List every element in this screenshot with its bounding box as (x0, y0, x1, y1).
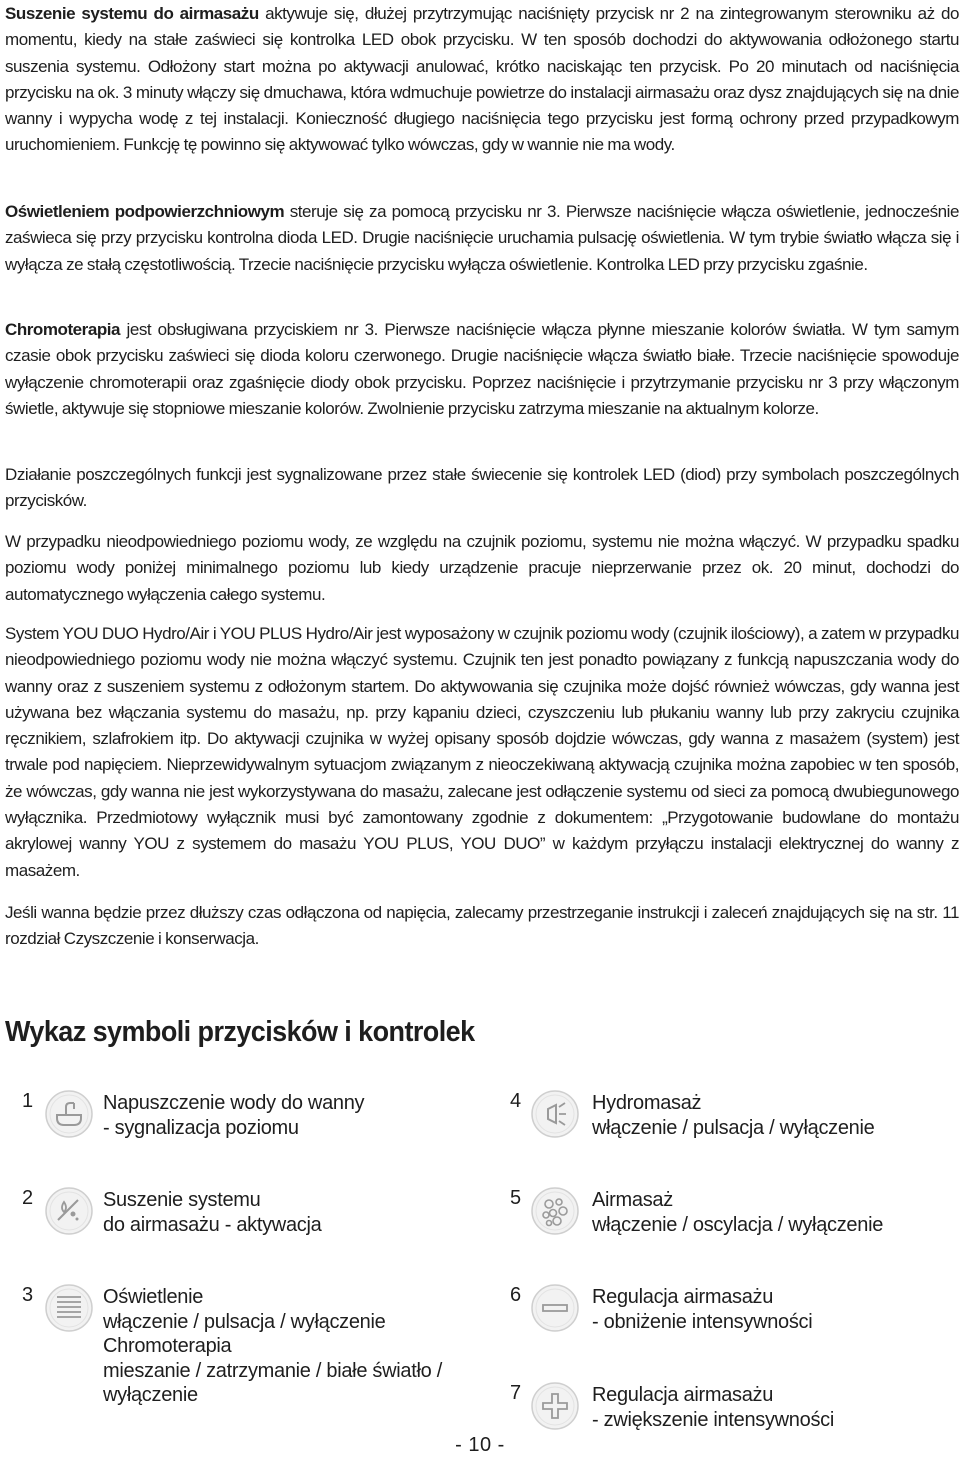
light-icon (44, 1283, 94, 1333)
bathtub-fill-icon (44, 1089, 94, 1139)
paragraph-chromotherapy: Chromoterapia jest obsługiwana przyciskiem nr 3. Pierwsze naciśnięcie włącza płynne mieszanie kolorów światła. W tym samym czasie obok przycisku zaświeci się dioda koloru czerwonego. Drugie naciśnięcie włącza światło białe. Trzecie naciśnięcie spowoduje wyłączenie chromoterapii oraz zgaśnięcie diody obok przycisku. Poprzez naciśnięcie i przytrzymanie przycisku nr 3 przy włączonym świetle, aktywuje się stopniowe mieszanie kolorów. Zwolnienie przycisku zatrzyma mieszanie na aktualnym kolorze. (5, 320, 959, 418)
hydromassage-jet-icon (530, 1089, 580, 1139)
drying-icon (44, 1186, 94, 1236)
paragraph-lighting: Oświetleniem podpowierzchniowym steruje się za pomocą przycisku nr 3. Pierwsze naciśnięcie włącza oświetlenie, jednocześnie zaświeca się przy przycisku kontrolna dioda LED. Drugie naciśnięcie uruchamia pulsację oświetlenia. W tym trybie światło włącza się i wyłącza ze stałą częstotliwością. Trzecie naciśnięcie przycisku wyłącza oświetlenie. Kontrolka LED przy przycisku zgaśnie. (5, 202, 960, 274)
symbol-description: Regulacja airmasażu - zwiększenie intensywności (592, 1384, 834, 1431)
symbol-number: 1 (22, 1090, 34, 1112)
symbol-item-2 (22, 1186, 482, 1246)
symbol-item-1 (22, 1089, 482, 1149)
symbol-number: 5 (510, 1187, 522, 1209)
symbol-number: 3 (22, 1284, 34, 1306)
symbol-description: Suszenie systemu do airmasażu - aktywacja (103, 1189, 322, 1236)
symbol-description: Napuszczenie wody do wanny - sygnalizacja poziomu (103, 1092, 365, 1139)
minus-icon (530, 1283, 580, 1333)
symbol-item-3 (22, 1283, 482, 1413)
symbol-item-7 (510, 1381, 950, 1441)
page-number: - 10 - (455, 1434, 505, 1456)
paragraph-led-signalling: Działanie poszczególnych funkcji jest sygnalizowane przez stałe świecenie się kontrolek LED (diod) przy symbolach poszczególnych przycisków. (5, 465, 959, 511)
symbol-item-5 (510, 1186, 950, 1246)
symbol-item-4 (510, 1089, 950, 1149)
symbol-number: 2 (22, 1187, 34, 1209)
symbol-item-6 (510, 1283, 950, 1343)
plus-icon (530, 1381, 580, 1431)
symbol-description: Oświetlenie włączenie / pulsacja / wyłączenie Chromoterapia mieszanie / zatrzymanie / białe światło / wyłączenie (103, 1286, 442, 1406)
airmassage-bubbles-icon (530, 1186, 580, 1236)
paragraph-drying: Suszenie systemu do airmasażu aktywuje się, dłużej przytrzymując naciśnięty przycisk nr 2 na zintegrowanym sterowniku aż do momentu, kiedy na stałe zaświeci się kontrolka LED obok przycisku. W ten sposób dochodzi do aktywowania odłożonego startu suszenia systemu. Odłożony start można po aktywacji anulować, krótko naciskając ten przycisk. Po 20 minutach od naciśnięcia przycisku na ok. 3 minuty włączy się dmuchawa, która wdmuchuje powietrze do instalacji airmasażu oraz dysz znajdujących się na dnie wanny i wypycha wodę z tej instalacji. Konieczność długiego naciśnięcia tego przycisku jest formą ochrony przed przypadkowym uruchomieniem. Funkcję tę powinno się aktywować tylko wówczas, gdy w wannie nie ma wody. (5, 4, 959, 155)
symbol-number: 4 (510, 1090, 522, 1112)
symbol-description: Airmasaż włączenie / oscylacja / wyłączenie (592, 1189, 884, 1236)
symbol-number: 6 (510, 1284, 522, 1306)
symbol-description: Hydromasaż włączenie / pulsacja / wyłączenie (592, 1092, 875, 1139)
symbol-number: 7 (510, 1382, 522, 1404)
section-heading: Wykaz symboli przycisków i kontrolek (5, 1016, 475, 1048)
paragraph-disconnection: Jeśli wanna będzie przez dłuższy czas odłączona od napięcia, zalecamy przestrzeganie instrukcji i zaleceń znajdujących się na str. 11 rozdział Czyszczenie i konserwacja. (5, 903, 959, 949)
paragraph-water-level: W przypadku nieodpowiedniego poziomu wody, ze względu na czujnik poziomu, systemu nie można włączyć. W przypadku spadku poziomu wody poniżej minimalnego poziomu lub kiedy urządzenie pracuje nieprzerwanie przez ok. 20 minut, dochodzi do automatycznego wyłączenia całego systemu. (5, 532, 959, 604)
paragraph-level-sensor: System YOU DUO Hydro/Air i YOU PLUS Hydro/Air jest wyposażony w czujnik poziomu wody (czujnik ilościowy), a zatem w przypadku nieodpowiedniego poziomu wody nie można włączyć systemu. Czujnik ten jest ponadto powiązany z funkcją napuszczania wody do wanny oraz z suszeniem systemu z odłożonym startem. Do aktywowania się czujnika może dojść również wówczas, gdy wanna jest używana bez włączania systemu do masażu, np. przy kąpaniu dzieci, czyszczeniu lub płukaniu wanny lub przy zakryciu czujnika ręcznikiem, szlafrokiem itp. Do aktywacji czujnika w wyżej opisany sposób dojdzie wówczas, gdy wanna z masażem (system) jest trwale pod napięciem. Nieprzewidywalnym sytuacjom związanym z nieoczekiwaną aktywacją czujnika można zapobiec w ten sposób, że wówczas, gdy wanna nie jest wykorzystywana do masażu, zalecane jest odłączenie systemu od sieci za pomocą dwubiegunowego wyłącznika. Przedmiotowy wyłącznik musi być zamontowany zgodnie z dokumentem: „Przygotowanie budowlane do montażu akrylowej wanny YOU z systemem do masażu YOU PLUS, YOU DUO” w każdym przyłączu instalacji elektrycznej do wanny z masażem. (5, 624, 959, 880)
symbol-description: Regulacja airmasażu - obniżenie intensywności (592, 1286, 813, 1333)
